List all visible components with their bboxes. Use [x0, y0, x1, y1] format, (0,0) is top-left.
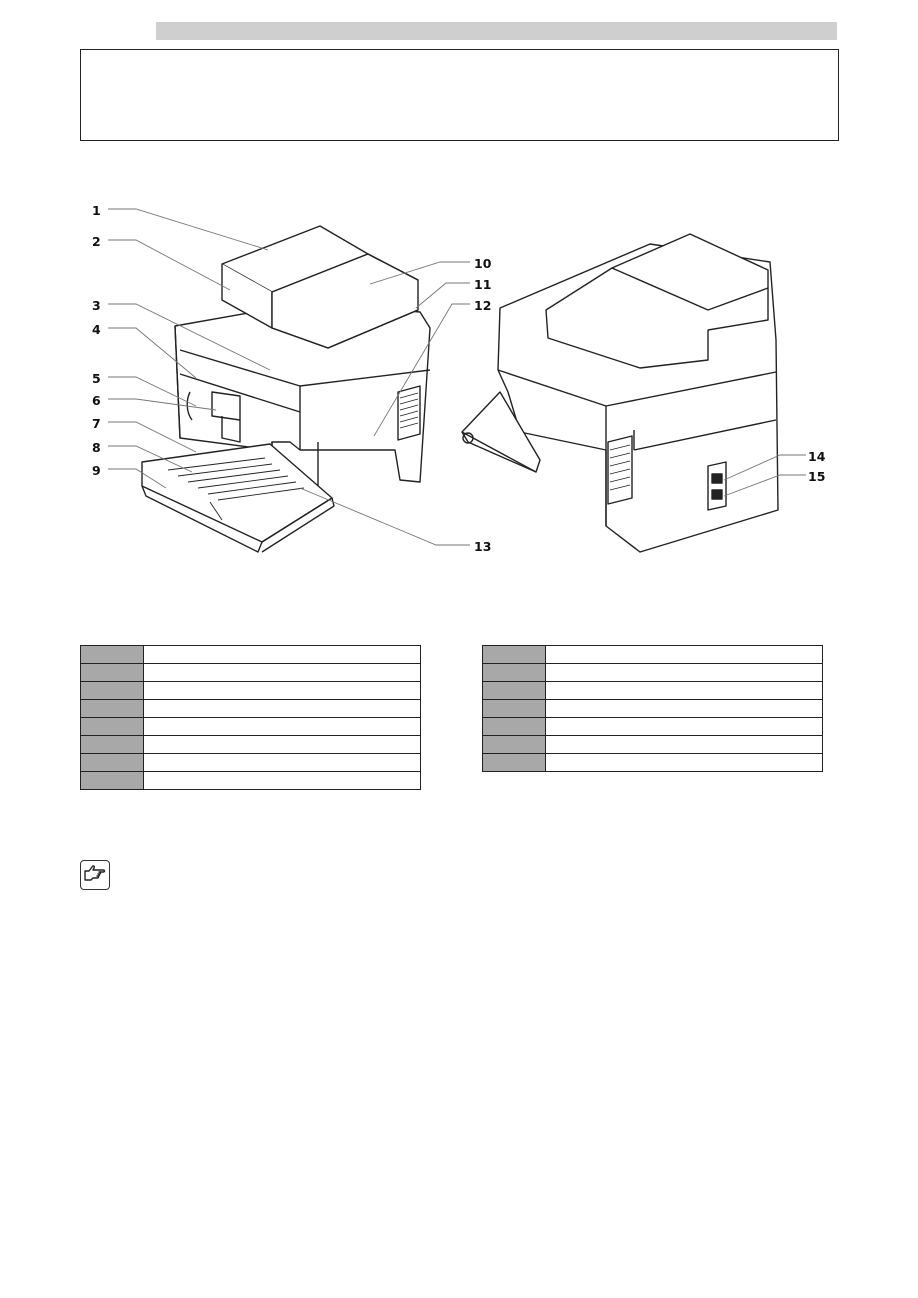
legend-number — [81, 718, 144, 736]
legend-table-right — [482, 645, 823, 772]
legend-description — [144, 736, 421, 754]
legend-table-left — [80, 645, 421, 790]
legend-description — [546, 700, 823, 718]
callout-2: 2 — [92, 234, 101, 249]
legend-description — [546, 718, 823, 736]
table-row — [81, 682, 421, 700]
callout-8: 8 — [92, 440, 101, 455]
legend-description — [546, 682, 823, 700]
legend-number — [81, 646, 144, 664]
legend-description — [144, 718, 421, 736]
legend-number — [81, 700, 144, 718]
table-row — [483, 682, 823, 700]
legend-number — [483, 700, 546, 718]
callout-9: 9 — [92, 463, 101, 478]
table-row — [81, 754, 421, 772]
callout-5: 5 — [92, 371, 101, 386]
table-row — [483, 646, 823, 664]
legend-number — [483, 664, 546, 682]
callout-1: 1 — [92, 203, 101, 218]
pointing-hand-icon — [80, 860, 110, 890]
table-row — [483, 664, 823, 682]
table-row — [81, 736, 421, 754]
table-row — [81, 700, 421, 718]
callout-11: 11 — [474, 277, 492, 292]
callout-14: 14 — [808, 449, 826, 464]
callout-6: 6 — [92, 393, 101, 408]
callout-4: 4 — [92, 322, 101, 337]
legend-number — [81, 736, 144, 754]
table-row — [81, 718, 421, 736]
intro-text-box — [80, 49, 839, 141]
pointing-hand-glyph — [81, 861, 108, 888]
legend-description — [546, 664, 823, 682]
legend-number — [81, 772, 144, 790]
callout-15: 15 — [808, 469, 826, 484]
legend-number — [81, 664, 144, 682]
legend-number — [483, 646, 546, 664]
legend-number — [81, 754, 144, 772]
legend-description — [144, 646, 421, 664]
legend-description — [144, 664, 421, 682]
legend-description — [546, 754, 823, 772]
legend-description — [144, 682, 421, 700]
legend-description — [546, 646, 823, 664]
legend-number — [483, 736, 546, 754]
callout-7: 7 — [92, 416, 101, 431]
machine-illustration — [0, 180, 918, 580]
section-header-bar — [156, 22, 837, 40]
legend-number — [483, 754, 546, 772]
machine-diagram — [0, 180, 918, 580]
legend-number — [483, 682, 546, 700]
table-row — [81, 772, 421, 790]
table-row — [81, 646, 421, 664]
table-row — [483, 736, 823, 754]
legend-description — [144, 700, 421, 718]
legend-description — [144, 754, 421, 772]
legend-description — [546, 736, 823, 754]
callout-13: 13 — [474, 539, 492, 554]
callout-12: 12 — [474, 298, 492, 313]
legend-number — [81, 682, 144, 700]
table-row — [483, 700, 823, 718]
table-row — [483, 754, 823, 772]
legend-description — [144, 772, 421, 790]
table-row — [81, 664, 421, 682]
callout-3: 3 — [92, 298, 101, 313]
legend-number — [483, 718, 546, 736]
table-row — [483, 718, 823, 736]
callout-10: 10 — [474, 256, 492, 271]
